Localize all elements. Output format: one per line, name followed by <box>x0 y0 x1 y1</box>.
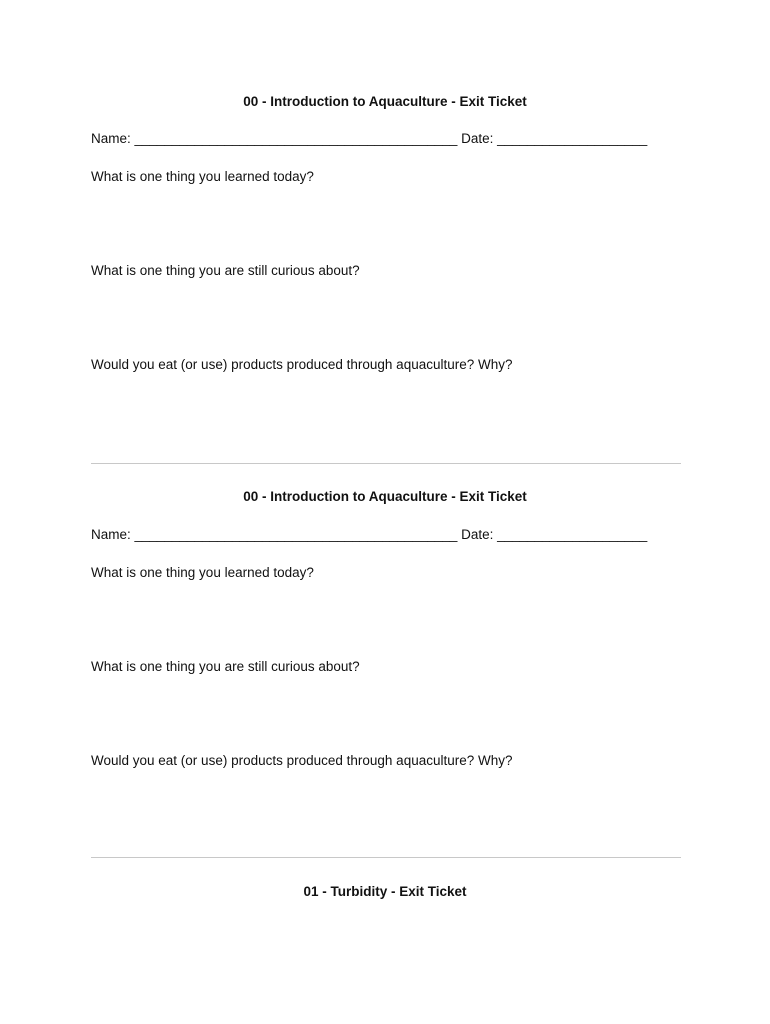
question-curious: What is one thing you are still curious about? <box>91 659 360 674</box>
name-date-line: Name: ___________________________________________ Date: ____________________ <box>91 131 648 146</box>
ticket-title: 01 - Turbidity - Exit Ticket <box>303 884 467 899</box>
question-learned: What is one thing you learned today? <box>91 565 314 580</box>
question-learned: What is one thing you learned today? <box>91 169 314 184</box>
ticket-title: 00 - Introduction to Aquaculture - Exit Ticket <box>243 489 527 504</box>
question-aquaculture-products: Would you eat (or use) products produced through aquaculture? Why? <box>91 753 513 768</box>
question-aquaculture-products: Would you eat (or use) products produced through aquaculture? Why? <box>91 357 513 372</box>
ticket-title: 00 - Introduction to Aquaculture - Exit Ticket <box>243 94 527 109</box>
question-curious: What is one thing you are still curious about? <box>91 263 360 278</box>
ticket-divider <box>91 463 681 464</box>
ticket-divider <box>91 857 681 858</box>
name-date-line: Name: ___________________________________________ Date: ____________________ <box>91 527 648 542</box>
